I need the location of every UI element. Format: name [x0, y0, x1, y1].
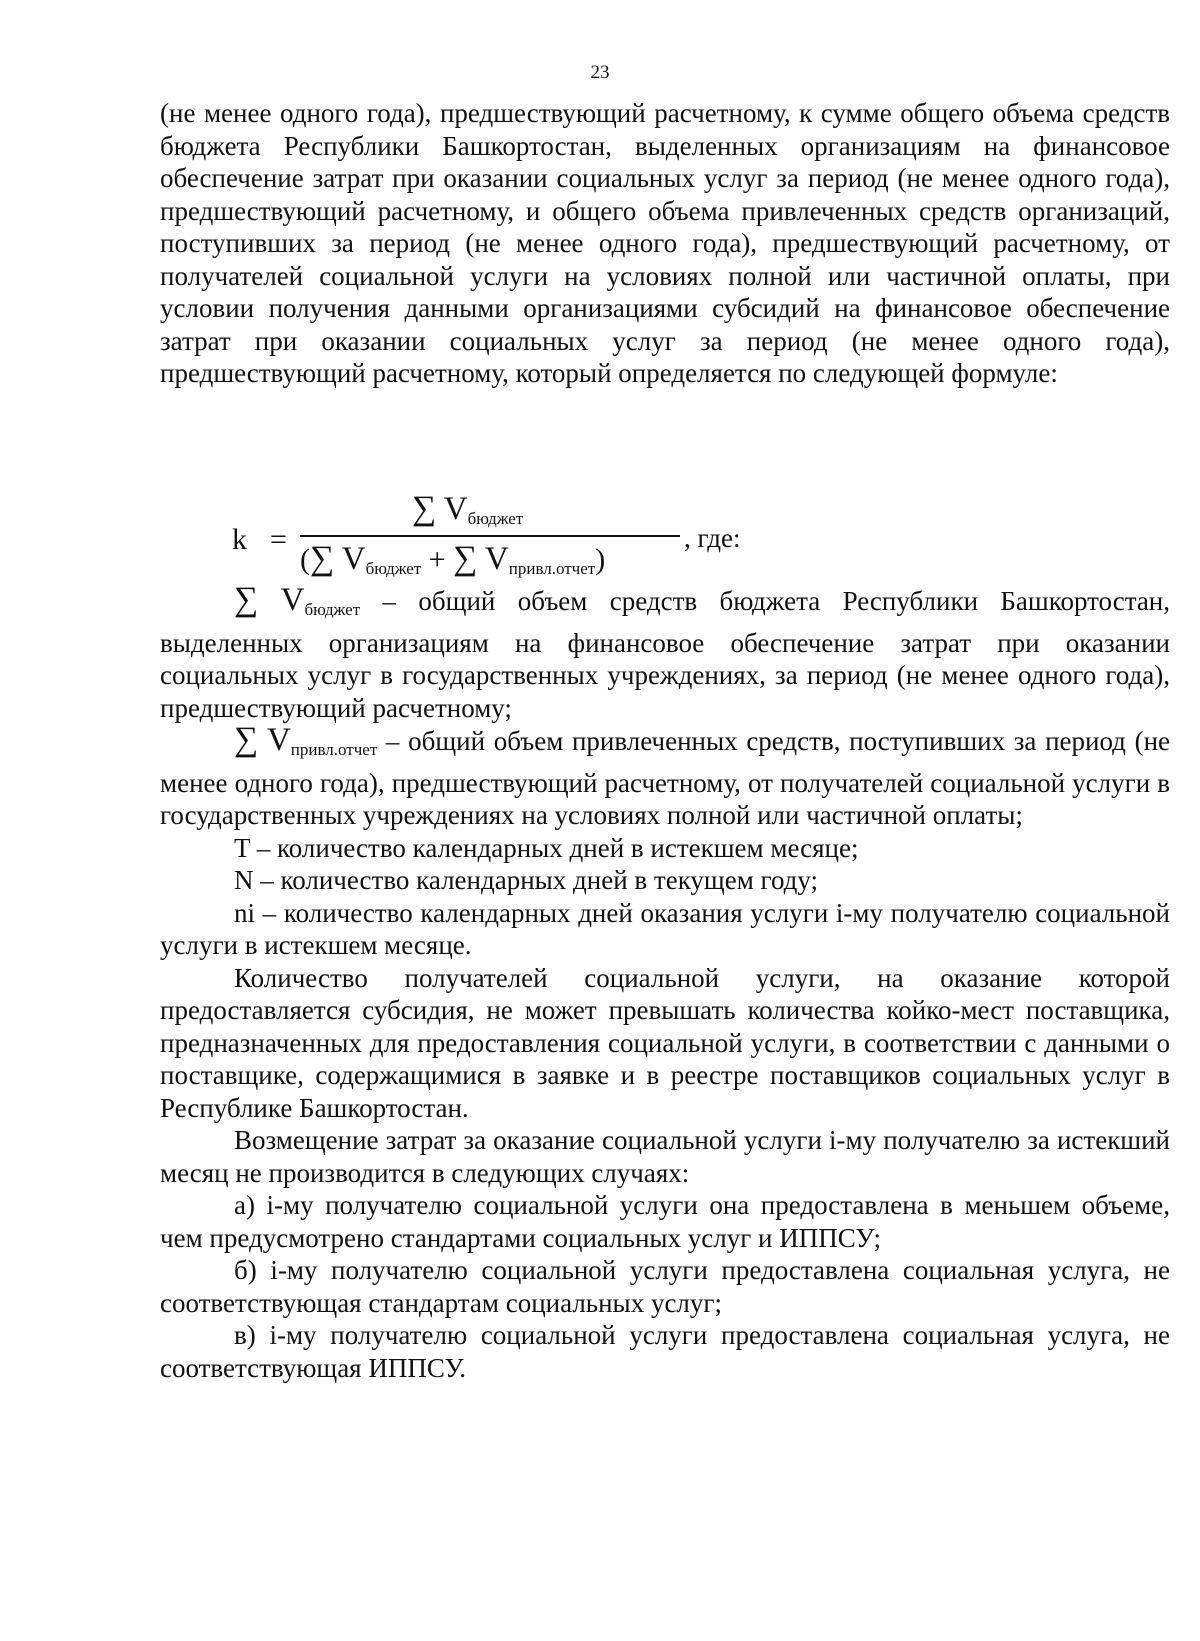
sum-symbol: ∑: [310, 540, 335, 577]
v-symbol: V: [280, 582, 305, 618]
sum-symbol: ∑: [453, 540, 478, 577]
sum-symbol: ∑: [234, 721, 259, 758]
definition-attracted-text: – общий объем привлеченных средств, поступивших за период (не менее одного года), предшествующий расчетному, от получателей социальной услуги в государственных учреждениях на условиях полной или частичной оплаты;: [160, 726, 1171, 830]
sum-symbol: ∑: [412, 490, 437, 527]
formula-k: [232, 490, 932, 586]
subscript-budget: бюджет: [304, 600, 361, 619]
plus-sign: +: [428, 543, 446, 576]
paragraph: T – количество календарных дней в истекшем месяце;: [234, 832, 859, 863]
paragraph: ni – количество календарных дней оказания услуги i-му получателю социальной услуги в истекшем месяце.: [160, 897, 1170, 960]
v-symbol: V: [484, 541, 509, 577]
list-item-a: а) i-му получателю социальной услуги она предоставлена в меньшем объеме, чем предусмотрено стандартами социальных услуг и ИППСУ;: [160, 1190, 1170, 1253]
close-paren: ): [595, 543, 606, 576]
page-number: 23: [590, 62, 610, 83]
definition-budget: [160, 581, 1171, 724]
sum-symbol: ∑: [234, 581, 259, 618]
formula-suffix: , где:: [684, 523, 741, 553]
paragraph: Количество получателей социальной услуги, на оказание которой предоставляется субсидия, не может превышать количества койко-мест поставщика, предназначенных для предоставления социальной услуги, в соответствии с данными о поставщике, содержащимися в заявке и в реестре поставщиков социальных услуг в Республике Башкортостан.: [160, 962, 1170, 1123]
definition-budget-text: – общий объем средств бюджета Республики Башкортостан, выделенных организациям на финансовое обеспечение затрат при оказании социальных услуг в государственных учреждениях, за период (не менее одного года), предшествующий расчетному;: [160, 586, 1171, 723]
paragraph: (не менее одного года), предшествующий расчетному, к сумме общего объема средств бюджета Республики Башкортостан, выделенных организациям на финансовое обеспечение затрат при оказании социальных услуг за период (не менее одного года), предшествующий расчетному, и общего объема привлеченных средств организаций, поступивших за период (не менее одного года), предшествующий расчетному, от получателей социальной услуги на условиях полной или частичной оплаты, при условии получения данными организациями субсидий на финансовое обеспечение затрат при оказании социальных услуг за период (не менее одного года), предшествующий расчетному, который определяется по следующей формуле:: [160, 98, 1170, 388]
fraction-bar: [300, 535, 680, 537]
definition-attracted: [160, 721, 1171, 832]
subscript-budget: бюджет: [467, 509, 524, 528]
formula-lhs: k: [232, 523, 247, 556]
formula-denominator: [300, 540, 605, 579]
list-item-v: в) i-му получателю социальной услуги предоставлена социальная услуга, не соответствующая ИППСУ.: [160, 1320, 1170, 1383]
subscript-budget: бюджет: [365, 559, 422, 578]
subscript-attracted: привл.отчет: [290, 740, 378, 759]
formula-equals: =: [270, 523, 287, 556]
paragraph: N – количество календарных дней в текущем году;: [234, 865, 819, 895]
v-symbol: V: [266, 722, 291, 758]
text-block-top: [160, 97, 1170, 390]
subscript-attracted: привл.отчет: [508, 559, 596, 578]
open-paren: (: [300, 543, 310, 576]
v-symbol: V: [341, 541, 366, 577]
formula-numerator: [412, 490, 523, 529]
text-block-bottom: [160, 581, 1171, 1384]
v-symbol: V: [443, 491, 468, 527]
paragraph: Возмещение затрат за оказание социальной услуги i-му получателю за истекший месяц не производится в следующих случаях:: [160, 1125, 1170, 1188]
list-item-b: б) i-му получателю социальной услуги предоставлена социальная услуга, не соответствующая стандартам социальных услуг;: [160, 1255, 1170, 1318]
